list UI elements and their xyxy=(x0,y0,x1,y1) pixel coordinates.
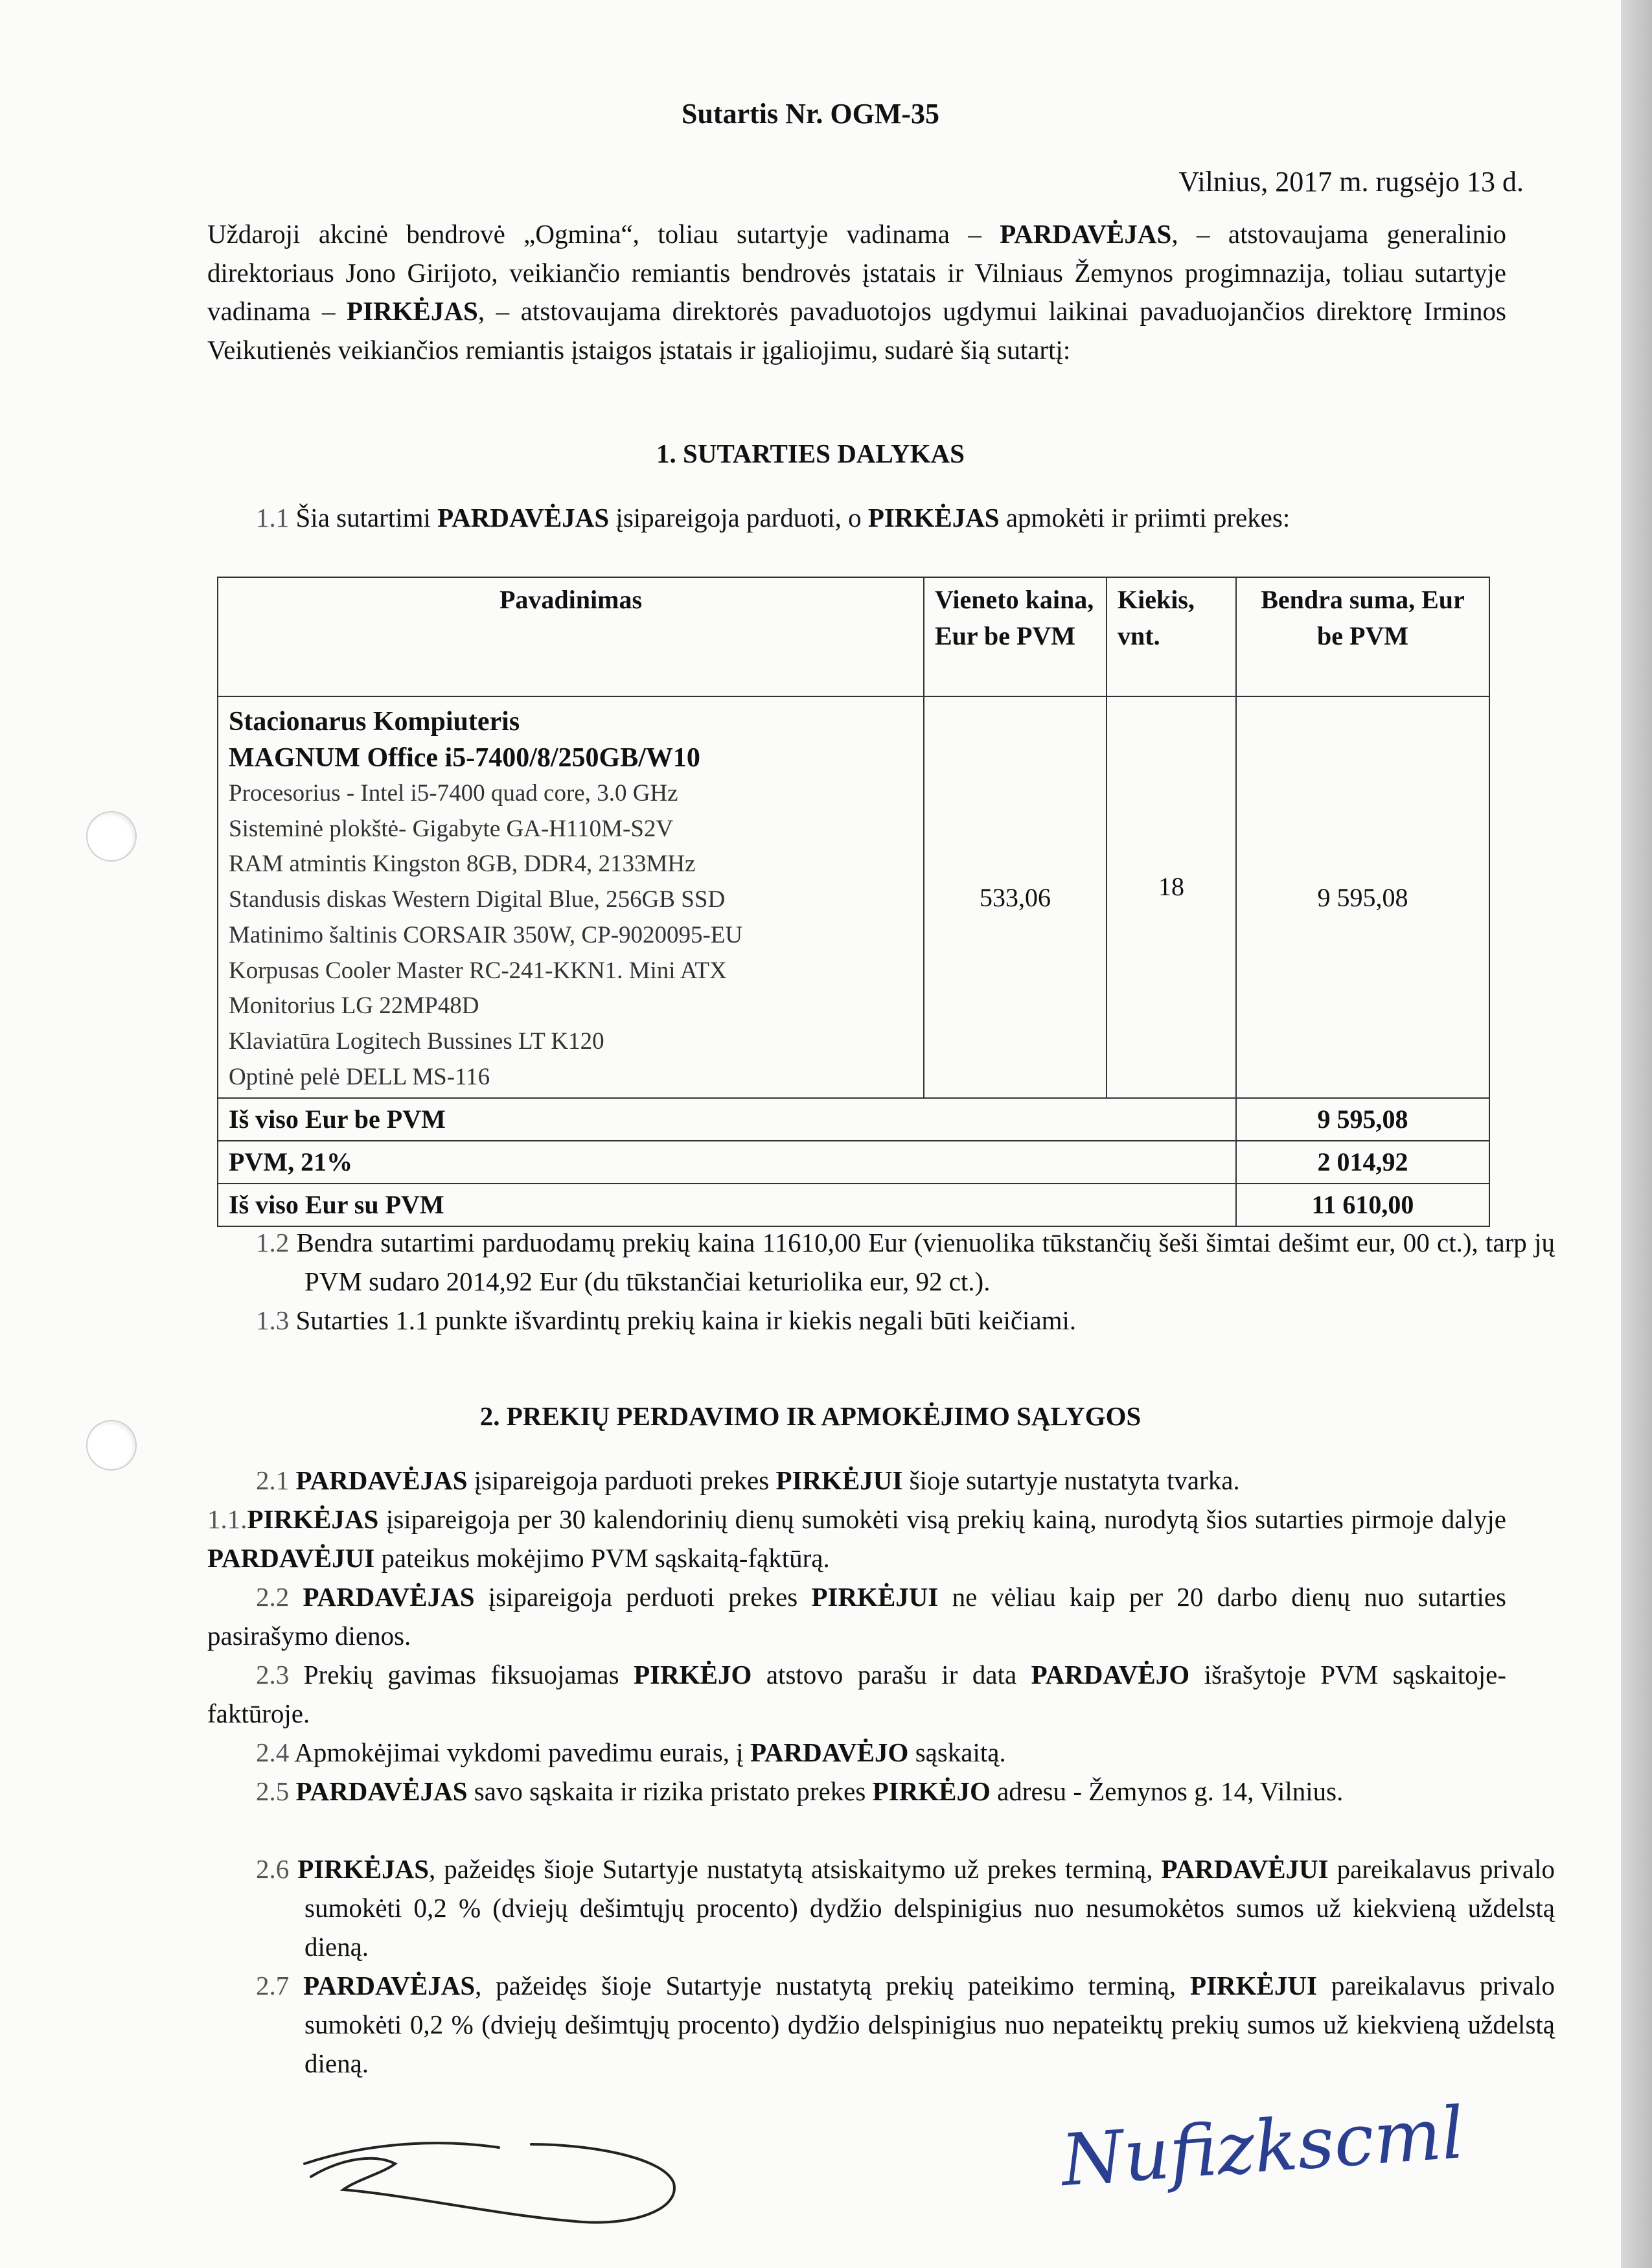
clause-2-7-seller: PARDAVĖJAS xyxy=(303,1971,476,2000)
clause-2-1-text-3: šioje sutartyje nustatyta tvarka. xyxy=(902,1465,1240,1495)
clause-2-3 xyxy=(207,1655,1506,1733)
clause-1-1 xyxy=(207,499,1506,538)
clause-1-2-number: 1.2 xyxy=(256,1228,290,1257)
clause-2-5-text-3: adresu - Žemynos g. 14, Vilnius. xyxy=(990,1776,1344,1806)
seller-signature xyxy=(285,2118,700,2235)
clause-2-5-text-2: savo sąskaita ir rizika pristato prekes xyxy=(467,1776,873,1806)
product-spec: Procesorius - Intel i5-7400 quad core, 3.0 GHz xyxy=(229,780,678,807)
summary-row xyxy=(218,1184,1489,1226)
product-spec: Klaviatūra Logitech Bussines LT K120 xyxy=(229,1027,604,1055)
clause-2-5-buyer: PIRKĖJO xyxy=(872,1776,991,1806)
clause-2-3-number: 2.3 xyxy=(256,1660,290,1690)
quantity-cell: 18 xyxy=(1107,696,1236,1098)
punch-hole-top xyxy=(86,811,137,862)
clause-2-2-text-2: įsipareigoja perduoti prekes xyxy=(474,1582,812,1612)
intro-text-1: Uždaroji akcinė bendrovė „Ogmina“, toliau sutartyje vadinama – xyxy=(207,219,1000,249)
clause-2-3-buyer: PIRKĖJO xyxy=(634,1660,752,1690)
clause-1-1-b-text-2: pateikus mokėjimo PVM sąskaitą-fąktūrą. xyxy=(374,1543,830,1573)
clause-1-1-text-3: apmokėti ir priimti prekes: xyxy=(999,503,1291,533)
clause-2-1 xyxy=(256,1461,1506,1500)
product-spec: Optinė pelė DELL MS-116 xyxy=(229,1063,490,1090)
clause-2-6-text-1 xyxy=(289,1854,297,1884)
clause-1-2-text: Bendra sutartimi parduodamų prekių kaina 11610,00 Eur (vienuolika tūkstančių šeši šimtai dešimt eur, 00 ct.), tarp jų PVM sudaro 2014,92 Eur (du tūkstančiai keturiolika eur, 92 ct.). xyxy=(289,1228,1555,1296)
clause-2-6-text-3: pareikalavus privalo sumokėti 0,2 % (dviejų dešimtųjų procento) dydžio delspinigius nuo nesumokėtos sumos už kiekvieną uždelstą dieną. xyxy=(304,1854,1555,1962)
clause-1-1-b-seller: PARDAVĖJUI xyxy=(207,1543,375,1573)
summary-row xyxy=(218,1098,1489,1141)
clause-2-5-number: 2.5 xyxy=(256,1776,290,1806)
goods-table-header xyxy=(218,577,1489,696)
document-date: Vilnius, 2017 m. rugsėjo 13 d. xyxy=(1178,166,1524,198)
clause-1-1-b xyxy=(207,1500,1506,1577)
line-total-cell: 9 595,08 xyxy=(1236,696,1489,1098)
section-1-heading: 1. SUTARTIES DALYKAS xyxy=(656,439,965,468)
clause-2-3-text-1: Prekių gavimas fiksuojamas xyxy=(289,1660,634,1690)
product-spec: Matinimo šaltinis CORSAIR 350W, CP-9020095-EU xyxy=(229,921,743,948)
summary-value: 2 014,92 xyxy=(1236,1141,1489,1184)
clause-2-6-buyer: PIRKĖJAS xyxy=(297,1854,430,1884)
product-spec: Standusis diskas Western Digital Blue, 256GB SSD xyxy=(229,886,726,913)
clause-2-2-buyer: PIRKĖJUI xyxy=(811,1582,939,1612)
clause-1-1-seller: PARDAVĖJAS xyxy=(437,503,610,533)
clause-1-3-text: Sutarties 1.1 punkte išvardintų prekių kaina ir kiekis negali būti keičiami. xyxy=(289,1305,1077,1335)
clause-2-7-text-1 xyxy=(289,1971,303,2000)
summary-label: PVM, 21% xyxy=(218,1141,1236,1184)
clause-2-1-text-1 xyxy=(289,1465,295,1495)
header-name: Pavadinimas xyxy=(218,577,924,696)
clause-2-7-number: 2.7 xyxy=(256,1971,290,2000)
clause-2-6 xyxy=(256,1850,1555,1966)
header-quantity: Kiekis, vnt. xyxy=(1107,577,1236,696)
clause-1-1-text-2: įsipareigoja parduoti, o xyxy=(609,503,868,533)
clause-2-4-number: 2.4 xyxy=(256,1737,290,1767)
clause-2-7-text-2: , pažeidęs šioje Sutartyje nustatytą prekių pateikimo terminą, xyxy=(475,1971,1191,2000)
clause-2-3-seller: PARDAVĖJO xyxy=(1031,1660,1190,1690)
clause-2-4-text-1: Apmokėjimai vykdomi pavedimu eurais, į xyxy=(289,1737,750,1767)
intro-paragraph xyxy=(207,215,1506,369)
clause-1-1-number: 1.1 xyxy=(256,503,290,533)
clause-1-1-b-text-1: įsipareigoja per 30 kalendorinių dienų sumokėti visą prekių kainą, nurodytą šios sutarties pirmoje dalyje xyxy=(378,1504,1506,1534)
product-title-2: MAGNUM Office i5-7400/8/250GB/W10 xyxy=(229,743,700,773)
clause-2-1-buyer: PIRKĖJUI xyxy=(775,1465,903,1495)
summary-label: Iš viso Eur su PVM xyxy=(218,1184,1236,1226)
header-total: Bendra suma, Eur be PVM xyxy=(1236,577,1489,696)
buyer-signature-text: Nufizkscml xyxy=(1059,2091,1467,2203)
clause-1-1-b-buyer: PIRKĖJAS xyxy=(247,1504,379,1534)
buyer-signature xyxy=(1056,2091,1467,2228)
summary-value: 11 610,00 xyxy=(1236,1184,1489,1226)
product-spec: RAM atmintis Kingston 8GB, DDR4, 2133MHz xyxy=(229,851,696,878)
summary-label: Iš viso Eur be PVM xyxy=(218,1098,1236,1141)
clause-2-5-text-1 xyxy=(289,1776,295,1806)
clause-1-1-b-number: 1.1. xyxy=(207,1504,247,1534)
section-2-heading: 2. PREKIŲ PERDAVIMO IR APMOKĖJIMO SĄLYGOS xyxy=(479,1401,1141,1431)
clause-2-6-number: 2.6 xyxy=(256,1854,290,1884)
clause-2-2-number: 2.2 xyxy=(256,1582,290,1612)
product-spec: Korpusas Cooler Master RC-241-KKN1. Mini ATX xyxy=(229,957,727,984)
clause-2-7 xyxy=(256,1966,1555,2083)
clause-2-3-text-3: išrašytoje PVM sąskaitoje-faktūroje. xyxy=(207,1660,1507,1728)
product-spec: Sisteminė plokštė- Gigabyte GA-H110M-S2V xyxy=(229,815,674,842)
clause-2-4 xyxy=(256,1733,1506,1772)
clause-2-4-seller: PARDAVĖJO xyxy=(750,1737,909,1767)
goods-table xyxy=(217,577,1490,1227)
clause-2-5-seller: PARDAVĖJAS xyxy=(295,1776,468,1806)
clause-2-2-text-1 xyxy=(289,1582,303,1612)
clause-2-6-seller: PARDAVĖJUI xyxy=(1161,1854,1329,1884)
clause-1-1-buyer: PIRKĖJAS xyxy=(867,503,1000,533)
clause-2-7-buyer: PIRKĖJUI xyxy=(1190,1971,1317,2000)
clause-1-2 xyxy=(256,1223,1555,1301)
clause-2-1-number: 2.1 xyxy=(256,1465,290,1495)
clause-1-3-number: 1.3 xyxy=(256,1305,290,1335)
table-row xyxy=(218,696,1489,1098)
unit-price-cell: 533,06 xyxy=(924,696,1107,1098)
clause-2-1-text-2: įsipareigoja parduoti prekes xyxy=(467,1465,776,1495)
summary-value: 9 595,08 xyxy=(1236,1098,1489,1141)
clause-2-6-text-2: , pažeidęs šioje Sutartyje nustatytą atsiskaitymo už prekes terminą, xyxy=(429,1854,1162,1884)
product-spec: Monitorius LG 22MP48D xyxy=(229,992,479,1020)
clause-2-2-text-3: ne vėliau kaip per 20 darbo dienų nuo sutarties pasirašymo dienos. xyxy=(207,1582,1506,1651)
clause-2-1-seller: PARDAVĖJAS xyxy=(295,1465,468,1495)
scan-edge xyxy=(1621,0,1652,2268)
intro-text-2: , – atstovaujama generalinio direktoriaus Jono Girijoto, veikiančio remiantis bendrovės įstatais ir Vilniaus Žemynos progimnazija, toliau sutartyje vadinama – xyxy=(207,219,1506,326)
intro-buyer: PIRKĖJAS xyxy=(347,296,478,326)
clause-1-3 xyxy=(256,1301,1506,1340)
clause-2-3-text-2: atstovo parašu ir data xyxy=(751,1660,1031,1690)
clause-1-1-text-1: Šia sutartimi xyxy=(289,503,438,533)
clause-2-2 xyxy=(207,1577,1506,1655)
clause-2-5 xyxy=(207,1772,1506,1811)
intro-text-3: , – atstovaujama direktorės pavaduotojos ugdymui laikinai pavaduojančios direktorę Irminos Veikutienės veikiančios remiantis įstaigos įstatais ir įgaliojimu, sudarė šią sutartį: xyxy=(207,296,1506,365)
summary-row xyxy=(218,1141,1489,1184)
clause-2-2-seller: PARDAVĖJAS xyxy=(303,1582,475,1612)
product-title-1: Stacionarus Kompiuteris xyxy=(229,707,520,737)
intro-seller: PARDAVĖJAS xyxy=(1000,219,1172,249)
header-unit-price: Vieneto kaina, Eur be PVM xyxy=(924,577,1107,696)
product-description xyxy=(218,696,924,1098)
clause-2-4-text-2: sąskaitą. xyxy=(908,1737,1006,1767)
clause-2-7-text-3: pareikalavus privalo sumokėti 0,2 % (dviejų dešimtųjų procento) dydžio delspinigius nuo nepateiktų prekių sumos už kiekvieną uždelstą dieną. xyxy=(304,1971,1555,2078)
document-title: Sutartis Nr. OGM-35 xyxy=(681,98,940,130)
